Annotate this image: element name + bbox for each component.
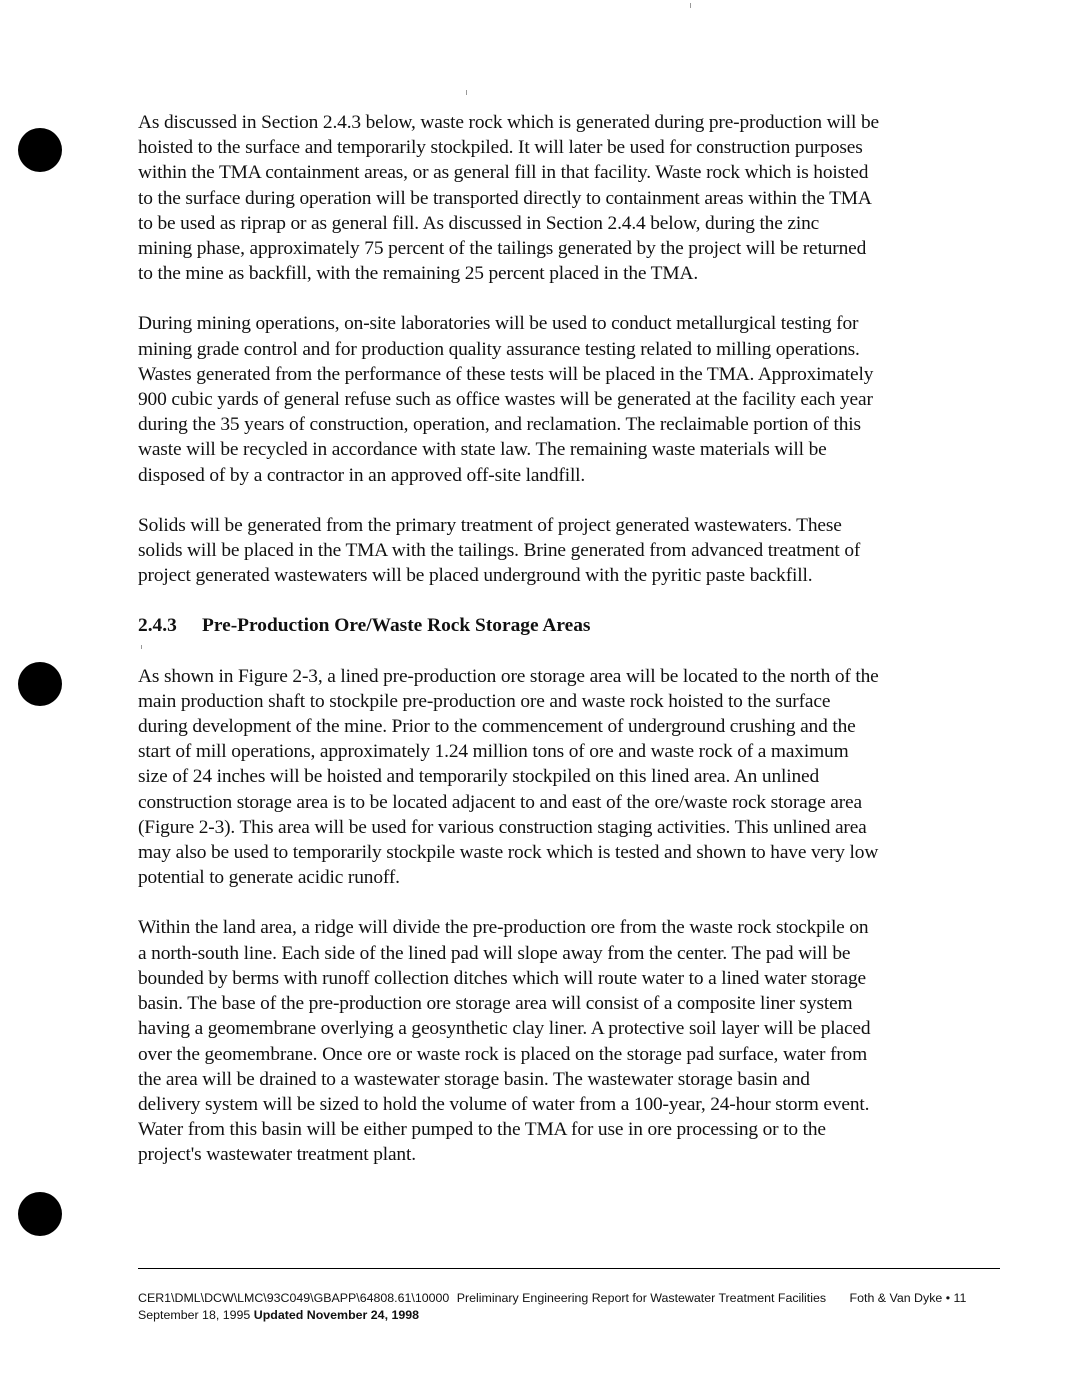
text-line: As discussed in Section 2.4.3 below, waste rock which is generated during pre-production will be (138, 112, 879, 133)
footer-report-title: Preliminary Engineering Report for Wastewater Treatment Facilities (456, 1291, 827, 1305)
text-line: having a geomembrane overlying a geosynthetic clay liner. A protective soil layer will be placed (138, 1018, 871, 1040)
text-line: over the geomembrane. Once ore or waste rock is placed on the storage pad surface, water from (138, 1043, 868, 1065)
footer-divider (138, 1268, 1000, 1269)
binder-hole-top (18, 128, 62, 172)
section-heading (138, 613, 978, 638)
footer-updated-date: Updated November 24, 1998 (253, 1308, 420, 1322)
section-number: 2.4.3 (138, 615, 177, 637)
text-line: project generated wastewaters will be placed underground with the pyritic paste backfill. (138, 565, 813, 587)
text-line: mining phase, approximately 75 percent of the tailings generated by the project will be returned (138, 238, 867, 260)
text-line: Wastes generated from the performance of these tests will be placed in the TMA. Approximately (138, 363, 874, 385)
text-line: start of mill operations, approximately 1.24 million tons of ore and waste rock of a maximum (138, 741, 849, 763)
text-line: main production shaft to stockpile pre-production ore and waste rock hoisted to the surface (138, 690, 831, 712)
footer-date: September 18, 1995 (138, 1308, 251, 1322)
section-title: Pre-Production Ore/Waste Rock Storage Areas (202, 615, 591, 637)
text-line: during the 35 years of construction, operation, and reclamation. The reclaimable portion of this (138, 414, 861, 436)
scan-speck (690, 3, 691, 8)
text-line: to the surface during operation will be transported directly to containment areas within the TMA (138, 187, 872, 209)
text-line: construction storage area is to be located adjacent to and east of the ore/waste rock storage area (138, 791, 862, 813)
text-line: to be used as riprap or as general fill. As discussed in Section 2.4.4 below, during the zinc (138, 212, 820, 234)
text-line: hoisted to the surface and temporarily stockpiled. It will later be used for construction purposes (138, 137, 863, 159)
text-line: potential to generate acidic runoff. (138, 867, 400, 889)
footer-firm-page: Foth & Van Dyke • 11 (849, 1291, 967, 1305)
binder-hole-bottom (18, 1192, 62, 1236)
text-line: basin. The base of the pre-production ore storage area will consist of a composite liner system (138, 993, 853, 1015)
text-line: (Figure 2-3). This area will be used for various construction staging activities. This unlined area (138, 816, 867, 838)
paragraph-storage-area (138, 664, 978, 891)
text-line: project's wastewater treatment plant. (138, 1144, 416, 1166)
page-footer (138, 1290, 1008, 1324)
text-line: a north-south line. Each side of the lined pad will slope away from the center. The pad will be (138, 942, 851, 964)
binder-hole-middle (18, 662, 62, 706)
text-line: during development of the mine. Prior to the commencement of underground crushing and the (138, 716, 856, 738)
text-line: the area will be drained to a wastewater storage basin. The wastewater storage basin and (138, 1068, 810, 1090)
text-line: Within the land area, a ridge will divide the pre-production ore from the waste rock stockpile on (138, 917, 869, 939)
text-line: disposed of by a contractor in an approved off-site landfill. (138, 464, 586, 486)
paragraph-waste-rock (138, 110, 978, 286)
text-line: solids will be placed in the TMA with the tailings. Brine generated from advanced treatment of (138, 540, 861, 562)
text-line: mining grade control and for production quality assurance testing related to milling operations. (138, 338, 860, 360)
text-line: Solids will be generated from the primary treatment of project generated wastewaters. These (138, 514, 842, 536)
text-line: Water from this basin will be either pumped to the TMA for use in ore processing or to the (138, 1119, 826, 1141)
text-line: bounded by berms with runoff collection ditches which will route water to a lined water storage (138, 967, 866, 989)
footer-row-top (138, 1290, 1008, 1307)
text-line: to the mine as backfill, with the remaining 25 percent placed in the TMA. (138, 263, 699, 285)
paragraph-laboratory-wastes (138, 311, 978, 487)
text-line: may also be used to temporarily stockpile waste rock which is tested and shown to have very low (138, 842, 879, 864)
text-line: As shown in Figure 2-3, a lined pre-production ore storage area will be located to the north of the (138, 665, 879, 687)
paragraph-lined-pad (138, 915, 978, 1167)
text-line: During mining operations, on-site laboratories will be used to conduct metallurgical testing for (138, 313, 859, 335)
footer-file-path: CER1\DML\DCW\LMC\93C049\GBAPP\64808.61\10000 (138, 1291, 450, 1305)
text-line: 900 cubic yards of general refuse such as office wastes will be generated at the facility each year (138, 389, 873, 411)
text-line: waste will be recycled in accordance with state law. The remaining waste materials will be (138, 439, 827, 461)
paragraph-solids (138, 513, 978, 589)
footer-row-bottom (138, 1307, 1008, 1324)
text-line: size of 24 inches will be hoisted and temporarily stockpiled on this lined area. An unlined (138, 766, 820, 788)
scan-speck (466, 90, 467, 95)
page-body (138, 110, 978, 1168)
text-line: within the TMA containment areas, or as general fill in that facility. Waste rock which is hoisted (138, 162, 869, 184)
text-line: delivery system will be sized to hold the volume of water from a 100-year, 24-hour storm event. (138, 1093, 870, 1115)
